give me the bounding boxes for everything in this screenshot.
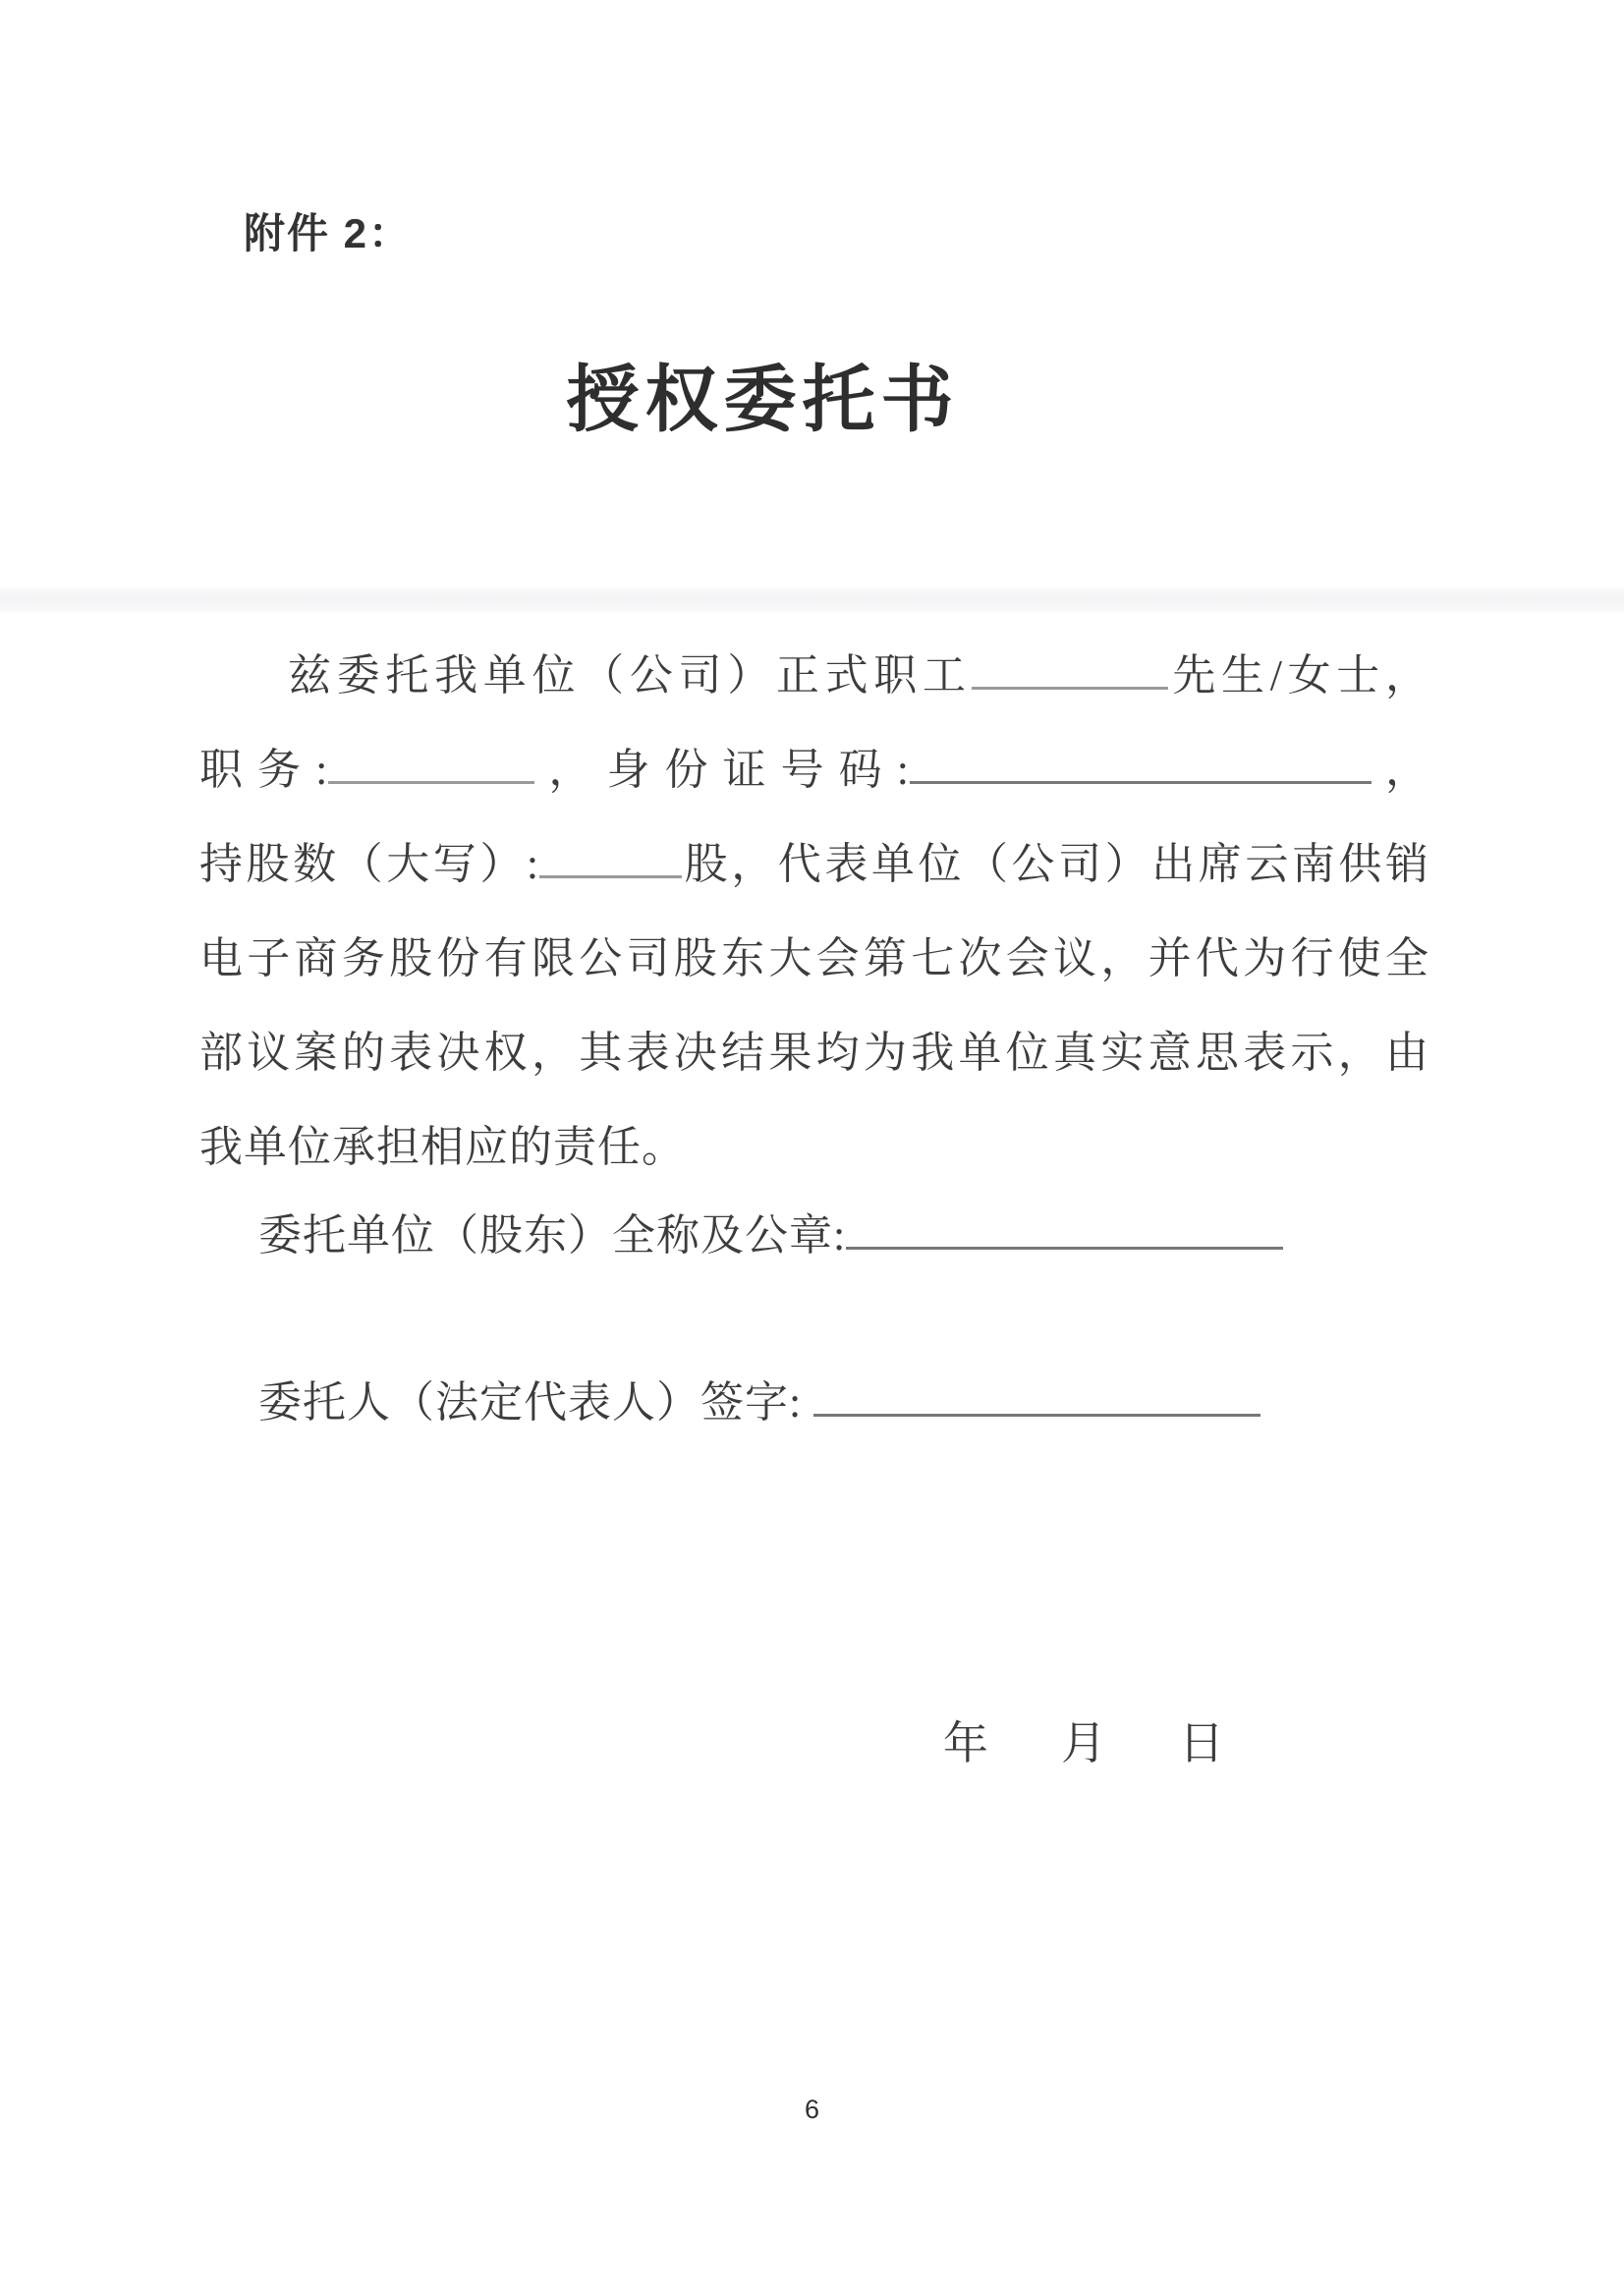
principal-unit-label: 委托单位（股东）全称及公章: [258,1211,847,1259]
line1-text-before-blank: 兹委托我单位（公司）正式职工 [288,651,972,700]
principal-unit-blank-underline [846,1207,1283,1250]
body-line-2 [199,723,1429,817]
body-line-3 [199,817,1429,912]
id-number-label: ，身份证号码: [534,746,910,794]
attachment-label: 附件 2： [244,210,413,256]
shareholding-label: 持股数（大写）: [199,840,540,888]
line2-trailing-comma: ， [1371,746,1430,794]
principal-signature-blank-underline [813,1374,1260,1417]
body-line-4: 电子商务股份有限公司股东大会第七次会议，并代为行使全 [199,934,1429,982]
id-number-blank-underline [910,742,1372,784]
body-line-1 [199,629,1429,723]
scan-artifact-band [0,588,1624,613]
principal-signature-label: 委托人（法定代表人）签字: [258,1378,803,1427]
line3-text-after-blank: 股，代表单位（公司）出席云南供销 [682,840,1429,888]
body-line-6: 我单位承担相应的责任。 [199,1123,686,1171]
shareholding-blank-underline [539,836,682,878]
position-blank-underline [328,742,534,784]
position-label: 职务: [199,746,329,794]
line1-text-after-blank: 先生/女士， [1167,651,1429,700]
page-title: 授权委托书 [566,361,960,441]
body-text [199,629,1429,1450]
date-day-label: 日 [1179,1718,1226,1768]
date-year-label: 年 [943,1718,990,1768]
page-number: 6 [804,2095,820,2124]
principal-signature-line [199,1356,1429,1450]
body-line-5: 部议案的表决权，其表决结果均为我单位真实意思表示，由 [199,1029,1429,1077]
date-month-label: 月 [1061,1718,1108,1768]
principal-unit-line [199,1189,1429,1283]
employee-name-blank-underline [972,647,1168,690]
